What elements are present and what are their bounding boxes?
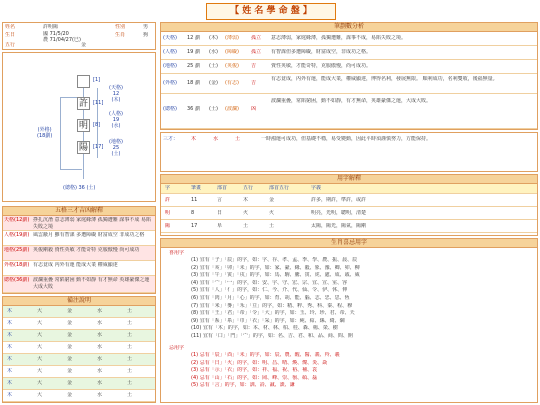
grid-key: (人格) [163,49,177,55]
char-meaning-cell: 土 [243,223,249,229]
left-analysis-header: 五格三才吉凶解釋 [3,207,155,216]
sancai-earth: 土 [235,136,241,142]
grid-element: (土) [209,63,218,69]
attribute-cell: 水 [97,332,103,338]
char-meaning-row [161,194,537,207]
left-row-key: 外格(18劃) [4,262,30,268]
char-meaning-cell: 明亮，光明，聰明，清楚 [311,210,367,216]
char-meaning-cell: 陽 [165,223,171,229]
good-char-line: (1) 宜有「子」「辰」的字，如：字、存、孝、孟、季、學、農、振、晨、辰 [191,257,358,263]
good-char-line: (9) 宜有「系」「糸」「巾」「衣」「采」的字，如：純、紹、絲、綺、綱 [191,317,345,324]
grid-strokes: 18 劃 [187,80,200,86]
attribute-row [3,318,155,330]
heaven-grid-label: (天格) 12 (木) [109,85,123,103]
good-char-line: (5) 宜有「人」「亻」的字，如：仁、今、介、代、仙、令、伊、休、伸 [191,287,348,294]
grid-key: (外格) [163,80,177,86]
bad-char-line: (2) 忌有「日」「火」的字，如：明、昌、晴、煥、燦、炎、焱 [191,359,328,366]
char-meaning-cell: 土 [269,223,275,229]
attribute-table [2,296,156,403]
zodiac-header: 生肖喜忌用字 [161,239,537,248]
grid-fortune: 吉 [251,80,257,86]
attribute-row [3,378,155,390]
char-meaning-cell: 金 [269,197,275,203]
left-row-value: 風雲蔽月 雖有智謀 多遭障礙 財富成空 非成功之格 [33,232,145,238]
left-row-value: 掙扎沉潛 意志薄弱 家庭緣薄 孤獨遭難 謀事不成 易陷失敗之境 [33,217,151,230]
char-meaning-row [161,207,537,220]
attribute-cell: 土 [127,356,133,362]
name-chart-panel [2,52,156,202]
attribute-cell: 木 [7,380,13,386]
grid-summary: (有志) [225,80,239,86]
gender-value: 男 [143,24,149,30]
attribute-cell: 大 [37,380,43,386]
attribute-cell: 金 [67,380,73,386]
sancai-label: 三才： [163,136,179,142]
attribute-cell: 水 [97,308,103,314]
grid-fortune: 孤立 [251,49,262,55]
zodiac-label: 生肖 [115,32,126,38]
strokes-1: [11] [93,100,104,106]
char-meaning-cell: 許多，期許，準許，或許 [311,197,367,203]
earth-grid-label: (地格) 25 (土) [109,139,123,157]
attribute-cell: 金 [67,344,73,350]
char-meaning-panel [160,174,538,236]
grid-fortune: 吉 [251,63,257,69]
attribute-cell: 水 [97,392,103,398]
outer-grid-label: (外格) (18劃) [37,127,53,139]
strokes-3: [17] [93,144,104,150]
sancai-person: 水 [213,136,219,142]
good-char-line: (4) 宜有「宀」「冖」的字，如：安、宇、守、宏、宗、宜、宣、室、容 [191,279,348,286]
bad-char-line: (3) 忌有「示」「衣」的字，如：祥、福、祝、裕、補、袁 [191,367,318,374]
good-char-line: (10) 宜有「木」的字，如：本、材、林、柏、桂、森、楊、榮、樹 [191,325,338,332]
page-title: 【 姓 名 學 命 盤 】 [206,3,336,20]
grid-fortune: 孤立 [251,35,262,41]
left-row-key: 地格(25劃) [4,247,30,253]
attribute-cell: 水 [97,320,103,326]
left-row-value: 波瀾重疊 常陷窮困 動不如靜 有才無命 英雄豪傑之運 大成大敗 [33,277,150,290]
attribute-cell: 金 [67,392,73,398]
char-meaning-cell: 火 [243,210,249,216]
attribute-row [3,342,155,354]
name-label: 姓名 [5,24,16,30]
grid-desc: 有智謀但多遭障礙，財富成空，非成功之格。 [271,49,372,55]
col-radical: 部首 [217,185,228,191]
left-row-key: 人格(19劃) [4,232,30,238]
strokes-2: [8] [93,122,101,128]
left-row-key: 天格(12劃) [4,217,30,223]
attribute-cell: 木 [7,392,13,398]
attribute-row [3,354,155,366]
grid-key: (地格) [163,63,177,69]
attribute-cell: 水 [97,344,103,350]
attribute-cell: 土 [127,308,133,314]
char-meaning-cell: 明 [165,210,171,216]
bad-char-line: (4) 忌有「山」「石」的字，如：岡、峰、崇、嶺、碩、磊 [191,374,318,381]
grid-element: (水) [209,49,218,55]
col-meaning: 字義 [311,185,322,191]
good-char-line: (6) 宜有「肉」「月」「心」的字，如：育、胡、能、腦、志、忠、思、恆 [191,295,350,301]
bad-char-line: (1) 忌有「辰」「酉」「未」的字，如：辰、農、醒、醫、義、羚、羲 [191,352,340,358]
grid-summary: (英俊) [225,63,239,69]
attribute-cell: 金 [67,356,73,362]
grid-key: (總格) [163,106,177,112]
attribute-cell: 土 [127,332,133,338]
grid-desc: 資性英敏，才能奇特，克服傲慢，尚可成功。 [271,63,372,69]
attribute-cell: 金 [67,308,73,314]
grid-element: (金) [209,80,218,86]
sancai-text: 一時鴻運可成功，但基礎不穩，易受變動，因此平時須謹慎努力，方能保持。 [261,136,432,142]
char-meaning-cell: 11 [191,197,198,203]
attribute-cell: 水 [97,368,103,374]
attribute-cell: 木 [7,356,13,362]
left-analysis-panel [2,206,156,294]
attribute-cell: 大 [37,320,43,326]
char-3: 陽 [78,143,88,153]
attribute-row [3,366,155,378]
good-char-line: (11) 宜有「口」「門」「宀」的字，如：名、吉、君、和、品、商、問、開 [191,333,353,339]
left-row-value: 有志竟成 內外有運 能成大業 權威顯達 [33,262,118,268]
grid-strokes: 36 劃 [187,106,200,112]
char-meaning-cell: 言 [217,197,223,203]
char-meaning-header: 用字解釋 [161,175,537,184]
attribute-cell: 大 [37,368,43,374]
good-char-line: (2) 宜有「亥」「卯」「未」的字，如：家、豪、緣、毅、象、豫、卿、卯、柳 [191,264,360,271]
birth-value: 國 71/5/20 農 71/04/27(巳) [43,31,81,43]
attribute-row [3,306,155,318]
attribute-cell: 木 [7,344,13,350]
attribute-cell: 木 [7,368,13,374]
char-meaning-cell: 日 [217,210,223,216]
attribute-cell: 土 [127,368,133,374]
good-char-line: (7) 宜有「米」「麥」「禾」「豆」的字，如：精、粹、秀、科、秦、程、穆 [191,302,353,309]
char-2: 明 [78,121,88,131]
char-meaning-cell: 木 [243,197,249,203]
attribute-cell: 水 [97,380,103,386]
element-label: 五行 [5,42,16,48]
attribute-cell: 木 [7,332,13,338]
attribute-cell: 土 [127,380,133,386]
attribute-cell: 大 [37,332,43,338]
surname-top-box [77,75,90,88]
grid-element: (木) [209,35,218,41]
total-grid-label: (總格) 36 (土) [63,185,96,191]
info-panel [2,22,156,50]
stroke-analysis-header: 筆劃數分析 [161,23,537,32]
attribute-cell: 木 [7,308,13,314]
sancai-heaven: 木 [191,136,197,142]
col-char: 字 [165,185,171,191]
col-strokes: 筆畫 [191,185,202,191]
zodiac-sub-bad: 忌用字 [169,345,185,351]
attribute-cell: 大 [37,392,43,398]
attribute-row [3,390,155,402]
char-meaning-cell: 阜 [217,223,223,229]
element-value: 金 [81,42,87,48]
grid-fortune: 凶 [251,106,257,112]
bad-char-line: (5) 忌有「言」的字，如：訓、詩、誠、談、謙 [191,382,295,389]
grid-strokes: 12 劃 [187,35,200,41]
good-char-line: (3) 宜有「午」「寅」「戌」的字，如：馬、駒、騰、寅、虎、處、成、戚、威 [191,272,360,279]
attribute-cell: 水 [97,356,103,362]
left-row-value: 英俊剛毅 資性英敏 才能奇特 克服傲慢 尚可成功 [33,247,140,253]
char-1: 許 [78,99,88,109]
zodiac-sub-good: 喜用字 [169,250,185,256]
attribute-cell: 大 [37,308,43,314]
person-grid-label: (人格) 19 (水) [109,111,123,129]
attribute-cell: 金 [67,320,73,326]
gender-label: 性別 [115,24,126,30]
char-meaning-cell: 17 [191,223,198,229]
col-element: 五行 [243,185,254,191]
zodiac-value: 狗 [143,32,149,38]
birth-label: 生日 [5,32,16,38]
grid-strokes: 25 劃 [187,63,200,69]
grid-strokes: 19 劃 [187,49,200,55]
col-radical-element: 部首五行 [269,185,290,191]
attribute-table-header: 備注說明 [3,297,155,306]
sancai-panel [160,132,538,172]
attribute-cell: 金 [67,368,73,374]
char-meaning-cell: 許 [165,197,171,203]
attribute-cell: 大 [37,344,43,350]
char-meaning-row [161,220,537,233]
grid-desc: 意志薄弱，家庭緣薄，孤獨遭難，謀事不成，易陷失敗之境。 [271,35,407,41]
zodiac-panel [160,238,538,403]
grid-desc: 有志竟成，內外有運，能成大業，權威顯達，博得名利，發展無限。 順利成功，名利雙收，後福無量。 [271,76,498,82]
name-value: 許明陽 [43,24,59,30]
stroke-analysis-panel [160,22,538,130]
attribute-cell: 土 [127,344,133,350]
attribute-cell: 大 [37,356,43,362]
char-meaning-cell: 太陽，陽光，陽氣，陽剛 [311,223,367,229]
char-meaning-cell: 8 [191,210,195,216]
strokes-top: [1] [93,77,101,83]
good-char-line: (8) 宜有「王」「君」「帝」「令」「大」的字，如：玉、玲、珍、君、帝、天 [191,310,355,317]
attribute-cell: 土 [127,320,133,326]
char-meaning-cell: 火 [269,210,275,216]
grid-summary: (薄弱) [225,35,239,41]
attribute-cell: 木 [7,320,13,326]
left-row-key: 總格(36劃) [4,277,30,283]
grid-key: (天格) [163,35,177,41]
attribute-cell: 土 [127,392,133,398]
grid-element: (土) [209,106,218,112]
attribute-row [3,330,155,342]
grid-summary: (障礙) [225,49,239,55]
grid-summary: (波瀾) [225,106,239,112]
grid-desc: 波瀾重疊，常陷窮困，動不如靜，有才無命，英雄豪傑之運，大成大敗。 [271,98,432,104]
attribute-cell: 金 [67,332,73,338]
